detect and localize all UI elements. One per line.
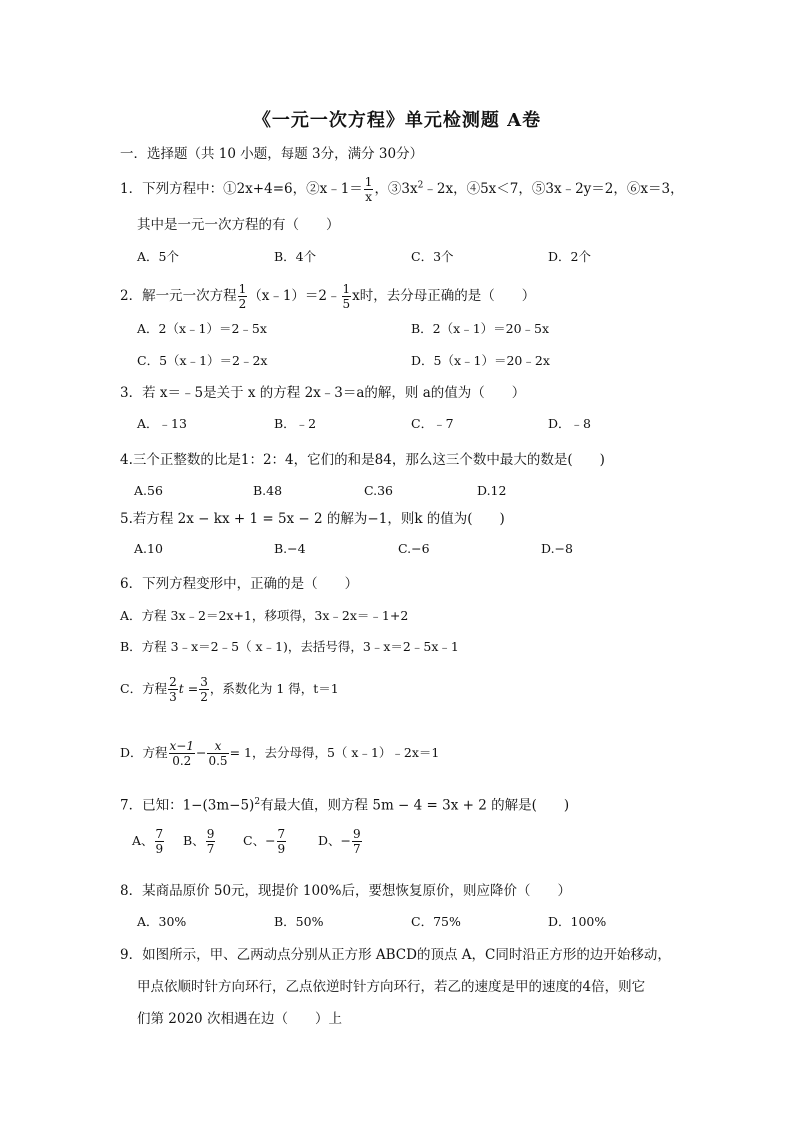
question-5-option-d: D.−8 — [541, 541, 573, 556]
question-1-option-c: C．3个 — [411, 249, 454, 264]
question-7-stem: 7．已知：$1-(3m-5)^2$有最大值，则方程 5m − 4 = 3x + 2 的解是( ) — [120, 797, 570, 814]
question-5-option-b: B.−4 — [274, 541, 306, 556]
question-1-stem-line2: 其中是一元一次方程的有（ ） — [137, 217, 340, 233]
question-7-option-a: A、 $\frac{7}{9}$ — [132, 827, 164, 856]
question-7-option-d: D、− $\frac{9}{7}$ — [318, 827, 361, 856]
fraction: $\frac{1}{x}$ — [364, 175, 373, 204]
fraction: $\frac{7}{9}$ — [277, 827, 286, 856]
question-8-option-b: B．50% — [274, 914, 324, 929]
question-2-option-d: D．5（x﹣1）＝20﹣2x — [411, 353, 550, 368]
question-7-option-b: B、 $\frac{9}{7}$ — [183, 827, 215, 856]
question-2-option-a: A．2（x﹣1）＝2﹣5x — [137, 321, 267, 336]
question-3-option-c: C．﹣7 — [411, 416, 454, 431]
fraction: $\frac{x-1}{0.2}$ — [169, 739, 194, 768]
question-4-option-c: C.36 — [364, 483, 393, 498]
question-6-stem: 6．下列方程变形中，正确的是（ ） — [120, 576, 359, 592]
question-2-option-c: C．5（x﹣1）＝2﹣2x — [137, 353, 268, 368]
section-heading: 一．选择题（共 10 小题，每题 3分，满分 30分） — [120, 146, 424, 162]
question-8-option-c: C．75% — [411, 914, 461, 929]
question-6-option-b: B．方程 3﹣x＝2﹣5（ x﹣1)，去括号得，3﹣x＝2﹣5x﹣1 — [120, 639, 459, 654]
fraction: $\frac{3}{2}$ — [200, 675, 208, 704]
question-1-option-b: B．4个 — [274, 249, 317, 264]
question-8-stem: 8．某商品原价 50元，现提价 100%后，要想恢复原价，则应降价（ ） — [120, 883, 571, 899]
question-1-stem: 1．下列方程中：①2x+4=6，②x﹣1＝ $\frac{1}{x}$ ，$③3x^2﹣2x$，④5x＜7，⑤3x﹣2y＝2，⑥x＝3， — [120, 175, 684, 204]
question-3-option-a: A．﹣13 — [137, 416, 187, 431]
fraction: $\frac{1}{2}$ — [238, 282, 247, 311]
fraction: $\frac{9}{7}$ — [206, 827, 215, 856]
fraction: $\frac{1}{5}$ — [342, 282, 351, 311]
question-3-stem: 3．若 x＝﹣5是关于 x 的方程 2x﹣3＝a的解，则 a的值为（ ） — [120, 385, 526, 401]
question-4-stem: 4.三个正整数的比是1：2：4，它们的和是84，那么这三个数中最大的数是( ) — [120, 452, 605, 468]
question-2-option-b: B．2（x﹣1）＝20﹣5x — [411, 321, 550, 336]
question-2-stem: 2．解一元一次方程 $\frac{1}{2}$ （x﹣1）＝2﹣ $\frac{1}{5}$ x时，去分母正确的是（ ） — [120, 282, 536, 311]
question-6-option-a: A．方程 3x﹣2＝2x+1，移项得，3x﹣2x＝﹣1+2 — [120, 608, 409, 623]
question-6-option-d: D．方程 $\frac{x-1}{0.2}$ − $\frac{x}{0.5}$ = 1，去分母得，5（ x﹣1）﹣2x＝1 — [120, 739, 440, 768]
question-4-option-d: D.12 — [477, 483, 507, 498]
question-5-stem: 5.若方程 2x − kx + 1 = 5x − 2 的解为−1，则k 的值为( ) — [120, 511, 505, 527]
fraction: $\frac{2}{3}$ — [169, 675, 177, 704]
question-7-option-c: C、− $\frac{7}{9}$ — [243, 827, 286, 856]
fraction: $\frac{9}{7}$ — [353, 827, 361, 856]
question-1-option-d: D．2个 — [548, 249, 591, 264]
question-9-line3: 们第 2020 次相遇在边（ ）上 — [137, 1011, 342, 1027]
question-9-line1: 9．如图所示，甲、乙两动点分别从正方形 ABCD的顶点 A，C同时沿正方形的边开始移动， — [120, 947, 671, 963]
question-5-option-c: C.−6 — [398, 541, 430, 556]
question-9-line2: 甲点依顺时针方向环行，乙点依逆时针方向环行，若乙的速度是甲的速度的4倍，则它 — [137, 979, 646, 995]
question-3-option-d: D．﹣8 — [548, 416, 591, 431]
question-4-option-b: B.48 — [253, 483, 283, 498]
question-8-option-a: A．30% — [137, 914, 187, 929]
fraction: $\frac{7}{9}$ — [155, 827, 164, 856]
question-6-option-c: C．方程 $\frac{2}{3}$ t = $\frac{3}{2}$ ，系数化为 1 得，t＝1 — [120, 675, 339, 704]
question-4-option-a: A.56 — [134, 483, 163, 498]
question-1-option-a: A．5个 — [137, 249, 179, 264]
page-title: 《一元一次方程》单元检测题 A卷 — [252, 110, 542, 131]
fraction: $\frac{x}{0.5}$ — [208, 739, 228, 768]
question-8-option-d: D．100% — [548, 914, 607, 929]
question-3-option-b: B．﹣2 — [274, 416, 317, 431]
question-5-option-a: A.10 — [134, 541, 163, 556]
